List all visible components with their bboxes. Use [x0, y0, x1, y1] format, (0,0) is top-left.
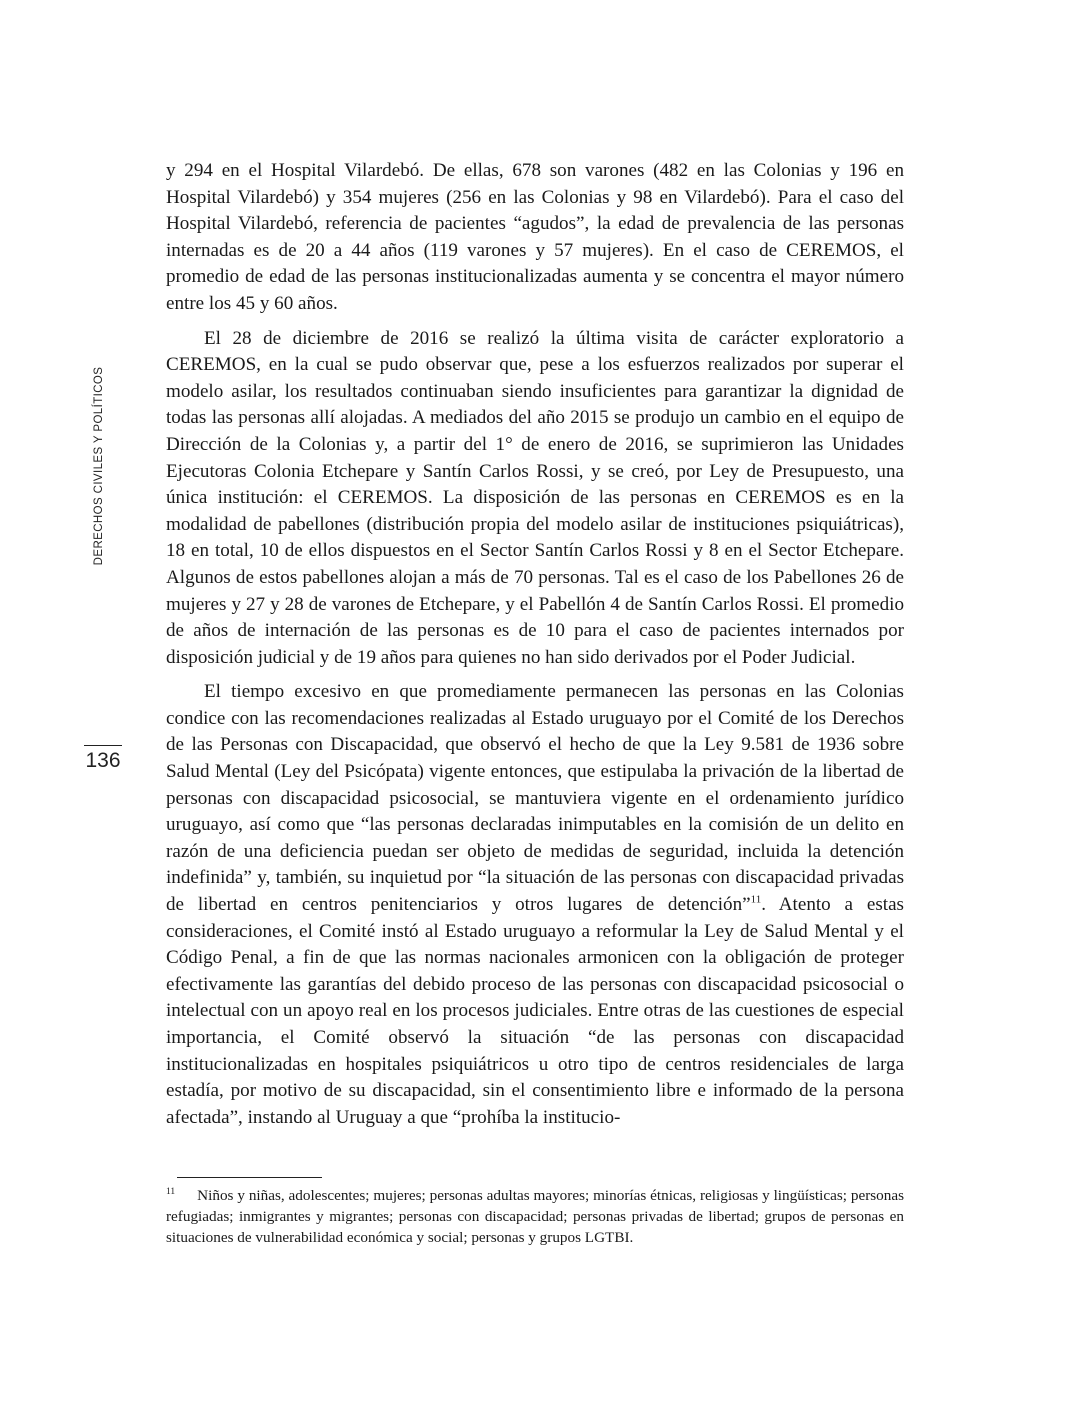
- body-text: [166, 158, 904, 1139]
- footnote-text: Niños y niñas, adolescentes; mujeres; personas adultas mayores; minorías étnicas, religiosas y lingüísticas; personas refugiadas; inmigrantes y migrantes; personas con discapacidad; personas privadas de libertad; grupos de personas en situaciones de vulnerabilidad económica y social; personas y grupos LGTBI.: [166, 1187, 904, 1246]
- paragraph-1: y 294 en el Hospital Vilardebó. De ellas, 678 son varones (482 en las Colonias y 196 en Hospital Vilardebó) y 354 mujeres (256 en las Colonias y 98 en Vilardebó). Para el caso del Hospital Vilardebó, referencia de pacientes “agudos”, la edad de prevalencia de las personas internadas es de 20 a 44 años (119 varones y 57 mujeres). En el caso de CEREMOS, el promedio de edad de las personas institucionalizadas aumenta y se concentra el mayor número entre los 45 y 60 años.: [166, 160, 904, 314]
- page-number-rule: [84, 745, 122, 746]
- paragraph-3-text-before-ref: El tiempo excesivo en que promediamente permanecen las personas en las Colonias condice con las recomendaciones realizadas al Estado uruguayo por el Comité de los Derechos de las Personas con Discapacidad, que observó el hecho de que la Ley 9.581 de 1936 sobre Salud Mental (Ley del Psicópata) vigente entonces, que estipulaba la privación de la libertad de personas con discapacidad psicosocial, se mantuviera vigente en el ordenamiento jurídico uruguayo, así como que “las personas declaradas inimputables en la comisión de un delito en razón de una deficiencia puedan ser objeto de medidas de seguridad, incluida la detención indefinida” y, también, su inquietud por “la situación de las personas con discapacidad privadas de libertad en centros penitenciarios y otros lugares de detención”: [166, 681, 904, 916]
- paragraph-3-text-after-ref: . Atento a estas consideraciones, el Comité instó al Estado uruguayo a reformular la Ley de Salud Mental y el Código Penal, a fin de que las normas nacionales armonicen con la obligación de proteger efectivamente las garantías del debido proceso de las personas con discapacidad psicosocial o intelectual con un apoyo real en los procesos judiciales. Entre otras de las cuestiones de especial importancia, el Comité observó la situación “de las personas con discapacidad institucionalizadas en hospitales psiquiátricos u otro tipo de centros residenciales de larga estadía, por motivo de su discapacidad, sin el consentimiento libre e informado de la persona afectada”, instando al Uruguay a que “prohíba la institucio-: [166, 894, 904, 1128]
- footnote: [166, 1185, 904, 1248]
- page-number: 136: [85, 749, 121, 772]
- footnote-number: 11: [166, 1186, 176, 1197]
- running-section-title: DERECHOS CIVILES Y POLÍTICOS: [93, 366, 105, 566]
- footnote-separator: [177, 1177, 322, 1178]
- paragraph-2: El 28 de diciembre de 2016 se realizó la última visita de carácter exploratorio a CEREMOS, en la cual se pudo observar que, pese a los esfuerzos realizados por superar el modelo asilar, los resultados continuaban siendo insuficientes para garantizar la dignidad de todas las personas allí alojadas. A mediados del año 2015 se produjo un cambio en el equipo de Dirección de la Colonias y, a partir del 1° de enero de 2016, se suprimieron las Unidades Ejecutoras Colonia Etchepare y Santín Carlos Rossi, y se creó, por Ley de Presupuesto, una única institución: el CEREMOS. La disposición de las personas en CEREMOS es en la modalidad de pabellones (distribución propia del modelo asilar de instituciones psiquiátricas), 18 en total, 10 de ellos dispuestos en el Sector Santín Carlos Rossi y 8 en el Sector Etchepare. Algunos de estos pabellones alojan a más de 70 personas. Tal es el caso de los Pabellones 26 de mujeres y 27 y 28 de varones de Etchepare, y el Pabellón 4 de Santín Carlos Rossi. El promedio de años de internación de las personas es de 10 para el caso de pacientes internados por disposición judicial y de 19 años para quienes no han sido derivados por el Poder Judicial.: [166, 327, 904, 668]
- footnote-reference: 11: [750, 893, 762, 906]
- paragraph-3: [166, 679, 904, 1131]
